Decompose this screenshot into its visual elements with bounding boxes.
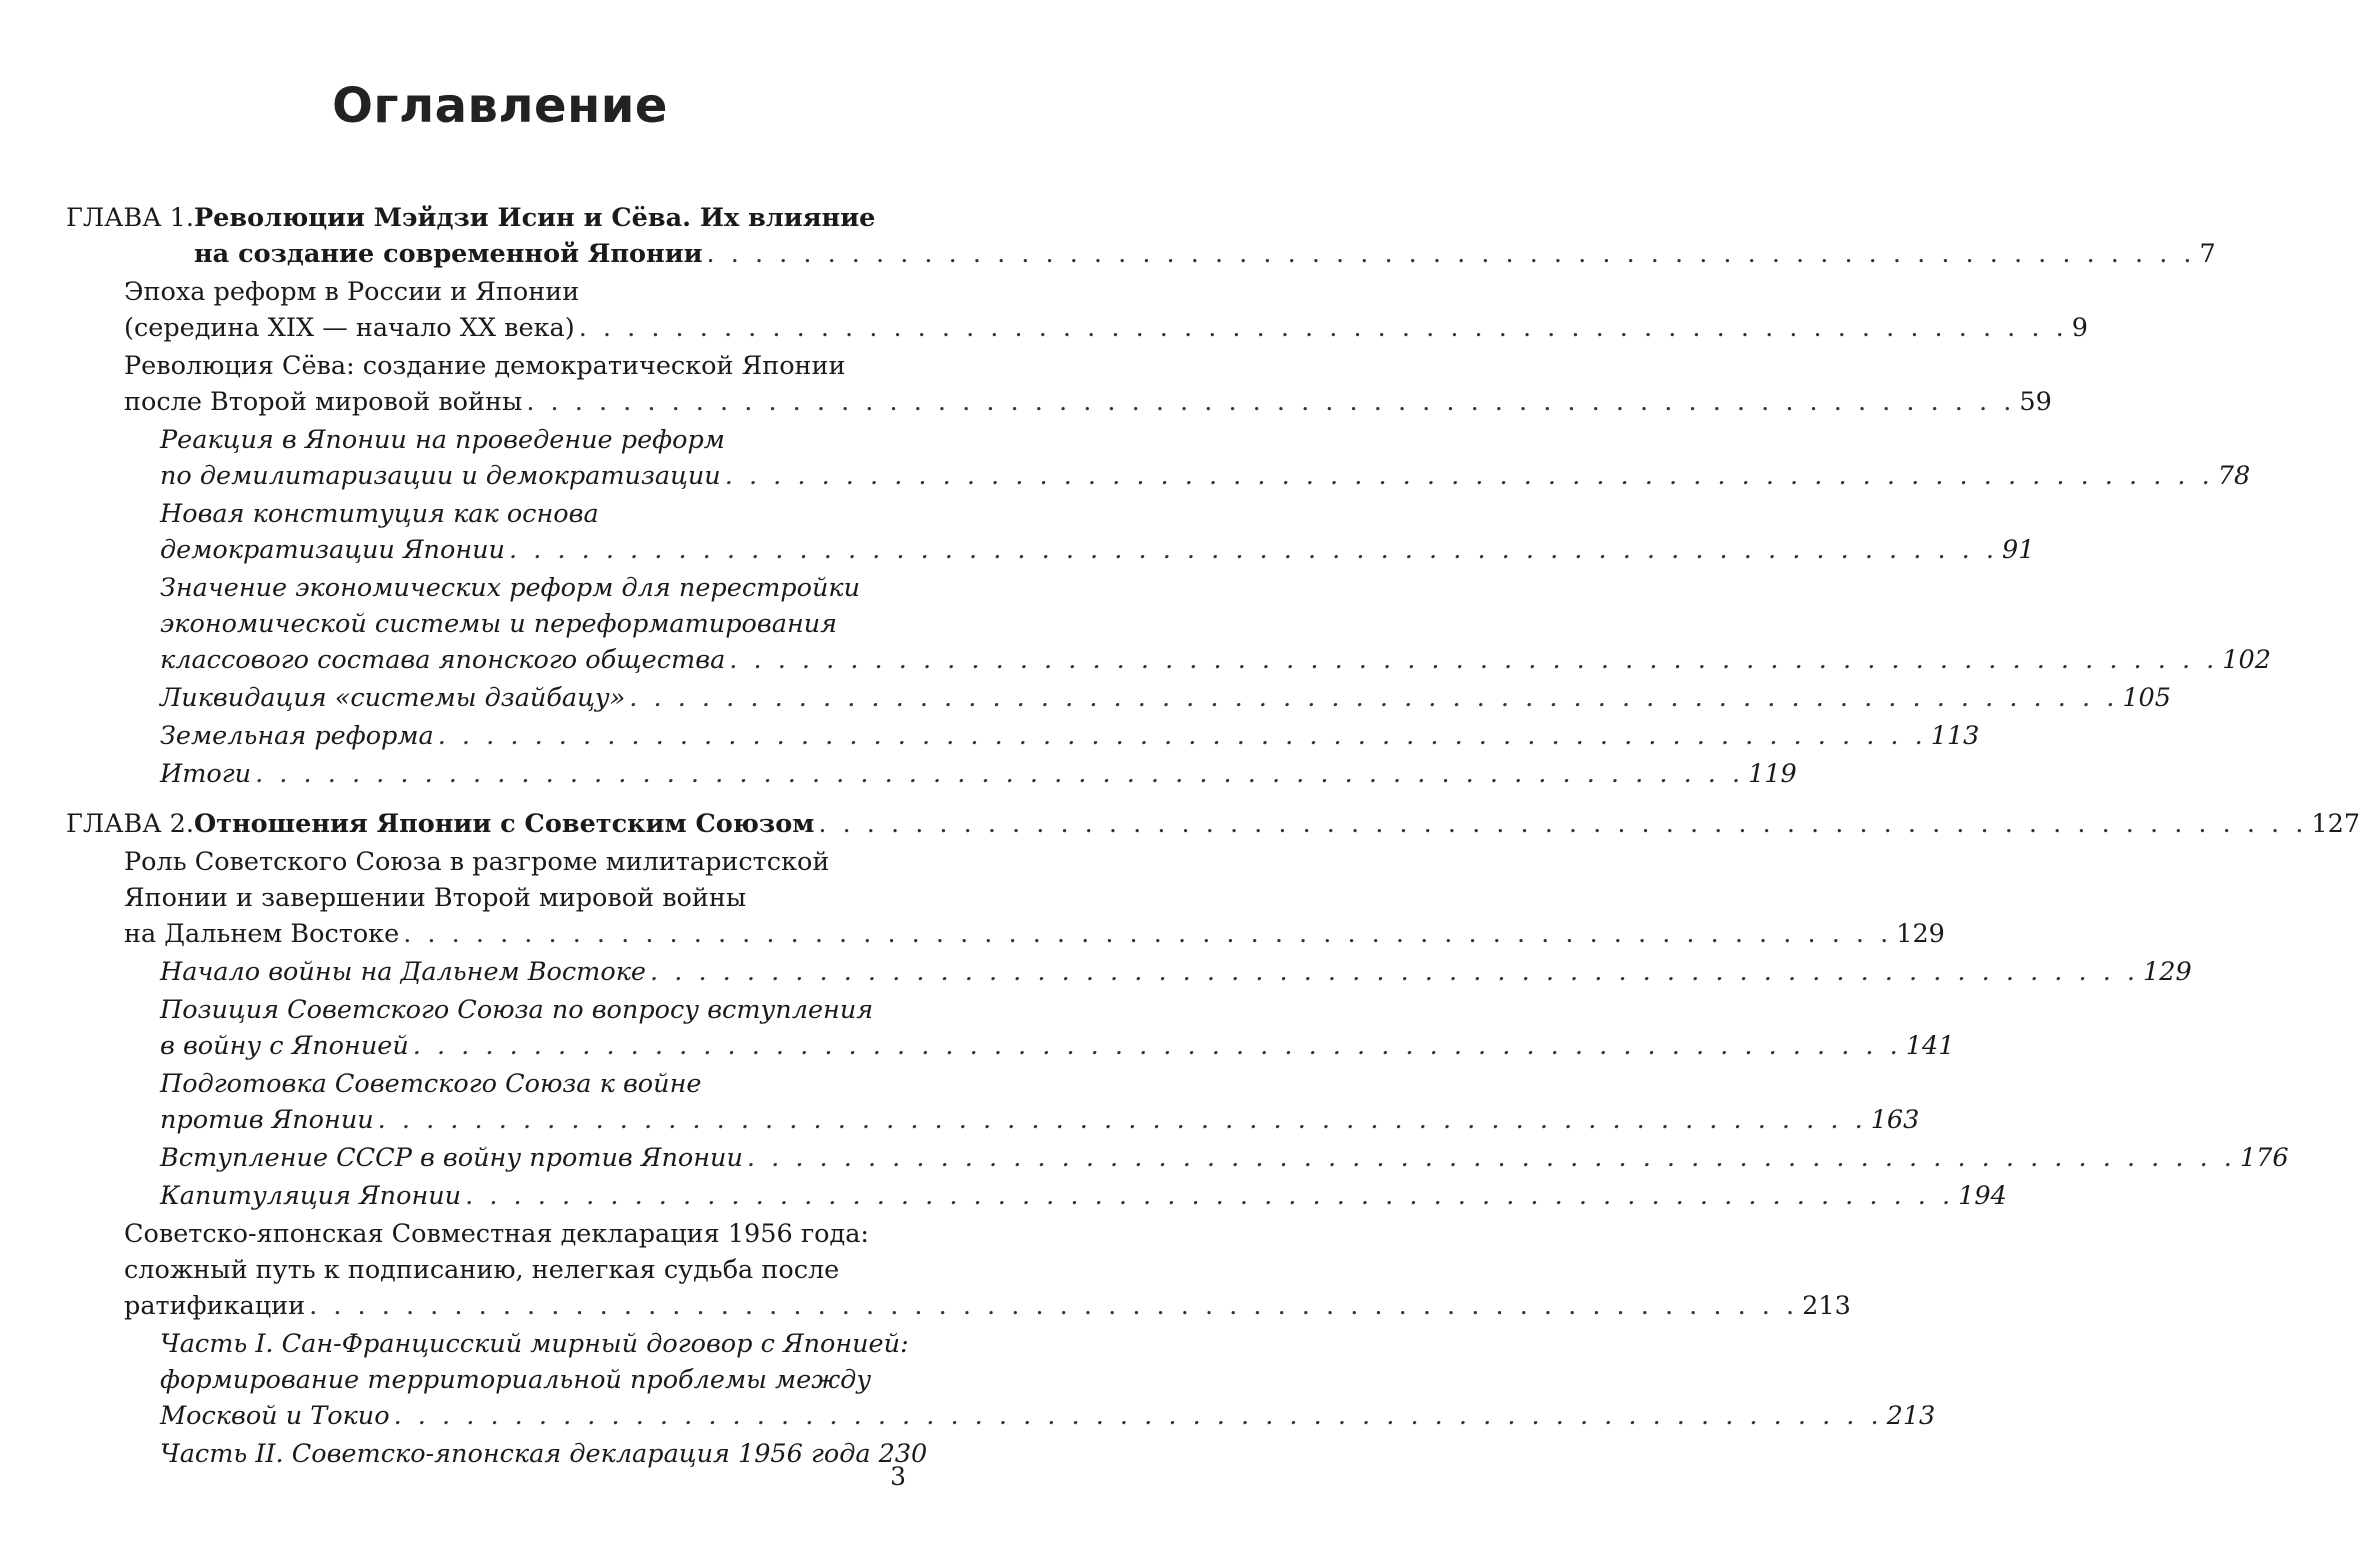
subsection-title-line: Итоги xyxy=(160,759,252,789)
toc-subsection[interactable] xyxy=(66,1178,2007,1214)
section-title-line: Революция Сёва: создание демократической Японии xyxy=(124,351,846,381)
leader-dots: . . . . . . . . . . . . . . . . . . . . . . . . . . . . . . . . . . . . . . . . . . . . . . . . . . . . . . . . . . . . . . xyxy=(412,1031,1902,1061)
leader-dots: . . . . . . . . . . . . . . . . . . . . . . . . . . . . . . . . . . . . . . . . . . . . . . . . . . . . . . . . . . . . . . xyxy=(403,919,1893,949)
page-number: 230 xyxy=(878,1439,928,1469)
subsection-title-line: демократизации Японии xyxy=(160,535,505,565)
leader-dots: . . . . . . . . . . . . . . . . . . . . . . . . . . . . . . . . . . . . . . . . . . . . . . . . . . . . . . . . . . . . . . xyxy=(508,535,1998,565)
page-number: 119 xyxy=(1748,759,1797,789)
chapter-label: ГЛАВА 2. xyxy=(66,809,194,839)
toc-section[interactable] xyxy=(66,348,2052,420)
section-title-line: Японии и завершении Второй мировой войны xyxy=(124,883,747,913)
page-number: 9 xyxy=(2071,313,2088,343)
leader-dots: . . . . . . . . . . . . . . . . . . . . . . . . . . . . . . . . . . . . . . . . . . . . . . . . . . . . . . . . . . . . . . xyxy=(393,1401,1883,1431)
toc-section[interactable] xyxy=(66,844,1945,952)
section-title-line: Роль Советского Союза в разгроме милитаристской xyxy=(124,847,830,877)
page-number: 129 xyxy=(2143,957,2192,987)
toc-subsection[interactable] xyxy=(66,992,1955,1064)
subsection-title-line: Земельная реформа xyxy=(160,721,434,751)
subsection-title-line: Подготовка Советского Союза к войне xyxy=(160,1069,702,1099)
toc-subsection[interactable] xyxy=(66,570,2271,678)
subsection-title-line: Часть I. Сан-Францисский мирный договор с Японией: xyxy=(160,1329,909,1359)
leader-dots: . . . . . . . . . . . . . . . . . . . . . . . . . . . . . . . . . . . . . . . . . . . . . . . . . . . . . . . . . . . . . . xyxy=(465,1181,1955,1211)
leader-dots: . . . . . . . . . . . . . . . . . . . . . . . . . . . . . . . . . . . . . . . . . . . . . . . . . . . . . . . . . . . . . . xyxy=(746,1143,2236,1173)
subsection-title-line: Вступление СССР в войну против Японии xyxy=(160,1143,743,1173)
toc-subsection[interactable] xyxy=(66,718,1980,754)
toc-subsection[interactable] xyxy=(66,1436,928,1472)
page-number: 102 xyxy=(2222,645,2271,675)
toc-subsection[interactable] xyxy=(66,1140,2289,1176)
toc-subsection[interactable] xyxy=(66,422,2251,494)
section-title-line: ратификации xyxy=(124,1291,306,1321)
subsection-title-line: Позиция Советского Союза по вопросу вступления xyxy=(160,995,874,1025)
subsection-title-line: против Японии xyxy=(160,1105,374,1135)
toc-subsection[interactable] xyxy=(66,1066,1920,1138)
leader-dots: . . . . . . . . . . . . . . . . . . . . . . . . . . . . . . . . . . . . . . . . . . . . . . . . . . . . . . . . . . . . . . xyxy=(650,957,2140,987)
page-number: 78 xyxy=(2217,461,2251,491)
subsection-title-line: Значение экономических реформ для перестройки xyxy=(160,573,861,603)
page-number: 194 xyxy=(1958,1181,2007,1211)
section-title-line: (середина XIX — начало XX века) xyxy=(124,313,575,343)
leader-dots: . . . . . . . . . . . . . . . . . . . . . . . . . . . . . . . . . . . . . . . . . . . . . . . . . . . . . . . . . . . . . . xyxy=(706,239,2196,269)
subsection-title-line: экономической системы и переформатирования xyxy=(160,609,838,639)
page-number: 105 xyxy=(2122,683,2171,713)
subsection-title-line: Москвой и Токио xyxy=(160,1401,390,1431)
table-of-contents xyxy=(66,200,2360,1472)
page-title: Оглавление xyxy=(332,78,668,134)
subsection-title-line: по демилитаризации и демократизации xyxy=(160,461,721,491)
section-title-line: на Дальнем Востоке xyxy=(124,919,400,949)
leader-dots: . . . . . . . . . . . . . . . . . . . . . . . . . . . . . . . . . . . . . . . . . . . . . . . . . . . . . . . . . . . . . . xyxy=(255,759,1745,789)
section-title-line: сложный путь к подписанию, нелегкая судьба после xyxy=(124,1255,840,1285)
toc-section[interactable] xyxy=(66,274,2088,346)
section-title-line: после Второй мировой войны xyxy=(124,387,523,417)
leader-dots: . . . . . . . . . . . . . . . . . . . . . . . . . . . . . . . . . . . . . . . . . . . . . . . . . . . . . . . . . . . . . . xyxy=(729,645,2219,675)
subsection-title-line: Реакция в Японии на проведение реформ xyxy=(160,425,725,455)
page-number: 113 xyxy=(1930,721,1980,751)
toc-subsection[interactable] xyxy=(66,496,2035,568)
toc-subsection[interactable] xyxy=(66,756,1797,792)
leader-dots: . . . . . . . . . . . . . . . . . . . . . . . . . . . . . . . . . . . . . . . . . . . . . . . . . . . . . . . . . . . . . . xyxy=(526,387,2016,417)
chapter-title-line: Революции Мэйдзи Исин и Сёва. Их влияние xyxy=(194,203,876,233)
chapter-label: ГЛАВА 1. xyxy=(66,203,194,233)
page-number: 213 xyxy=(1802,1291,1851,1321)
toc-chapter-1[interactable] xyxy=(66,200,2216,272)
subsection-title-line: Новая конституция как основа xyxy=(160,499,599,529)
leader-dots: . . . . . . . . . . . . . . . . . . . . . . . . . . . . . . . . . . . . . . . . . . . . . . . . . . . . . . . . . . . . . . xyxy=(578,313,2068,343)
section-title-line: Эпоха реформ в России и Японии xyxy=(124,277,580,307)
page-number: 7 xyxy=(2199,239,2216,269)
section-title-line: Советско-японская Совместная декларация 1956 года: xyxy=(124,1219,870,1249)
page-number: 59 xyxy=(2019,387,2052,417)
page-number: 91 xyxy=(2002,535,2035,565)
subsection-title-line: Часть II. Советско-японская декларация 1956 года xyxy=(160,1439,871,1469)
toc-subsection[interactable] xyxy=(66,1326,1936,1434)
toc-subsection[interactable] xyxy=(66,954,2192,990)
subsection-title-line: Начало войны на Дальнем Востоке xyxy=(160,957,647,987)
subsection-title-line: классового состава японского общества xyxy=(160,645,726,675)
subsection-title-line: Капитуляция Японии xyxy=(160,1181,462,1211)
folio-page-number: 3 xyxy=(890,1462,906,1491)
page-number: 127 xyxy=(2311,809,2360,839)
toc-section[interactable] xyxy=(66,1216,1851,1324)
page-number: 176 xyxy=(2239,1143,2289,1173)
leader-dots: . . . . . . . . . . . . . . . . . . . . . . . . . . . . . . . . . . . . . . . . . . . . . . . . . . . . . . . . . . . . . . xyxy=(818,809,2308,839)
leader-dots: . . . . . . . . . . . . . . . . . . . . . . . . . . . . . . . . . . . . . . . . . . . . . . . . . . . . . . . . . . . . . . xyxy=(724,461,2214,491)
subsection-title-line: в войну с Японией xyxy=(160,1031,409,1061)
page-number: 163 xyxy=(1870,1105,1920,1135)
subsection-title-line: формирование территориальной проблемы между xyxy=(160,1365,872,1395)
leader-dots: . . . . . . . . . . . . . . . . . . . . . . . . . . . . . . . . . . . . . . . . . . . . . . . . . . . . . . . . . . . . . . xyxy=(437,721,1927,751)
subsection-title-line: Ликвидация «системы дзайбацу» xyxy=(160,683,626,713)
page-number: 129 xyxy=(1896,919,1945,949)
leader-dots: . . . . . . . . . . . . . . . . . . . . . . . . . . . . . . . . . . . . . . . . . . . . . . . . . . . . . . . . . . . . . . xyxy=(309,1291,1799,1321)
leader-dots: . . . . . . . . . . . . . . . . . . . . . . . . . . . . . . . . . . . . . . . . . . . . . . . . . . . . . . . . . . . . . . xyxy=(377,1105,1867,1135)
chapter-title-line: на создание современной Японии xyxy=(194,239,703,269)
toc-subsection[interactable] xyxy=(66,680,2171,716)
toc-chapter-2[interactable] xyxy=(66,806,2360,842)
page-number: 213 xyxy=(1886,1401,1936,1431)
leader-dots: . . . . . . . . . . . . . . . . . . . . . . . . . . . . . . . . . . . . . . . . . . . . . . . . . . . . . . . . . . . . . . xyxy=(629,683,2119,713)
chapter-title-line: Отношения Японии с Советским Союзом xyxy=(194,809,815,839)
page-number: 141 xyxy=(1905,1031,1955,1061)
